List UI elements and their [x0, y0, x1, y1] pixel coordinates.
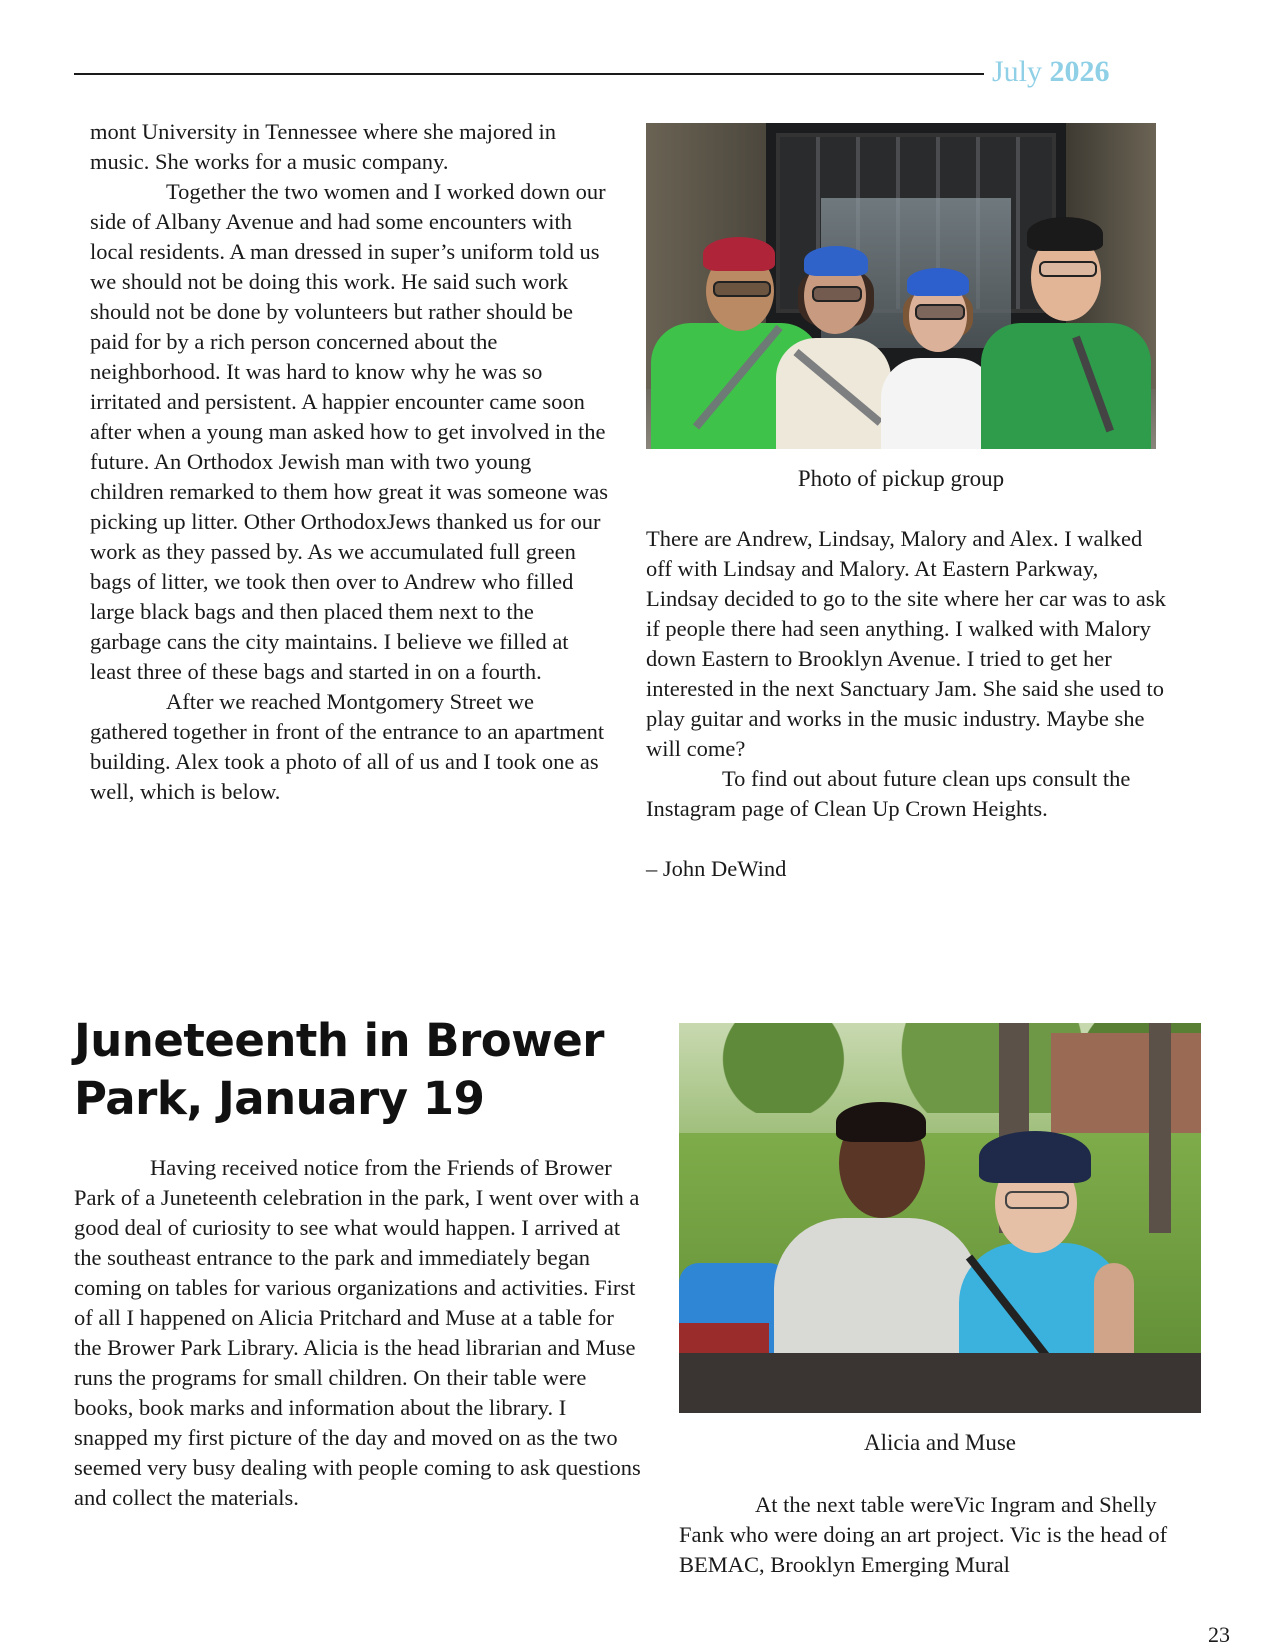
paragraph: mont University in Tennessee where she majored in music. She works for a music company. [90, 119, 557, 174]
issue-date [992, 55, 1110, 89]
photo-caption: Alicia and Muse [863, 1430, 1016, 1455]
header-rule [74, 73, 984, 75]
paragraph: There are Andrew, Lindsay, Malory and Alex. I walked off with Lindsay and Malory. At Eastern Parkway, Lindsay decided to go to the site where her car was to ask if people there had seen anything. I walked with Malory down Eastern to Brooklyn Avenue. I tried to get her interested in the next Sanctuary Jam. She said she used to play guitar and works in the music industry. Maybe she will come? [646, 526, 1166, 761]
issue-month: July [992, 55, 1043, 88]
article2-body [74, 1153, 644, 1513]
alicia-and-muse-photo [679, 1023, 1201, 1413]
article1-right-column [646, 524, 1166, 884]
page-number: 23 [1208, 1622, 1230, 1647]
article-headline: Juneteenth in Brower Park, January 19 [74, 1014, 604, 1125]
author-signature: – John DeWind [646, 856, 787, 881]
photo-caption: Photo of pickup group [797, 466, 1005, 491]
paragraph: Having received notice from the Friends of Brower Park of a Juneteenth celebration in the park, I went over with a good deal of curiosity to see what would happen. I arrived at the southeast entrance to the park and immediately began coming on tables for various organizations and activities. First of all I happened on Alicia Pritchard and Muse at a table for the Brower Park Library. Alicia is the head librarian and Muse runs the programs for small children. On their table were books, book marks and information about the library. I snapped my first picture of the day and moved on as the two seemed very busy dealing with people coming to ask questions and collect the materials. [74, 1155, 641, 1510]
paragraph: Together the two women and I worked down our side of Albany Avenue and had some encounters with local residents. A man dressed in super’s uniform told us we should not be doing this work. He said such work should not be done by volunteers but rather should be paid for by a rich person concerned about the neighborhood. It was hard to know why he was so irritated and persistent. A happier encounter came soon after when a young man asked how to get involved in the future. An Orthodox Jewish man with two young children remarked to them how great it was someone was picking up litter. Other OrthodoxJews thanked us for our work as they passed by. As we accumulated full green bags of litter, we took then over to Andrew who filled large black bags and then placed them next to the garbage cans the city maintains. I believe we filled at least three of these bags and started in on a fourth. [90, 179, 608, 684]
article1-left-column [90, 117, 610, 807]
issue-year: 2026 [1049, 55, 1110, 88]
article2-continued [679, 1490, 1199, 1580]
paragraph: To find out about future clean ups consult the Instagram page of Clean Up Crown Heights. [646, 766, 1131, 821]
paragraph: After we reached Montgomery Street we gathered together in front of the entrance to an apartment building. Alex took a photo of all of us and I took one as well, which is below. [90, 689, 605, 804]
paragraph: At the next table wereVic Ingram and Shelly Fank who were doing an art project. Vic is the head of BEMAC, Brooklyn Emerging Mural [679, 1492, 1168, 1577]
pickup-group-photo [646, 123, 1156, 449]
